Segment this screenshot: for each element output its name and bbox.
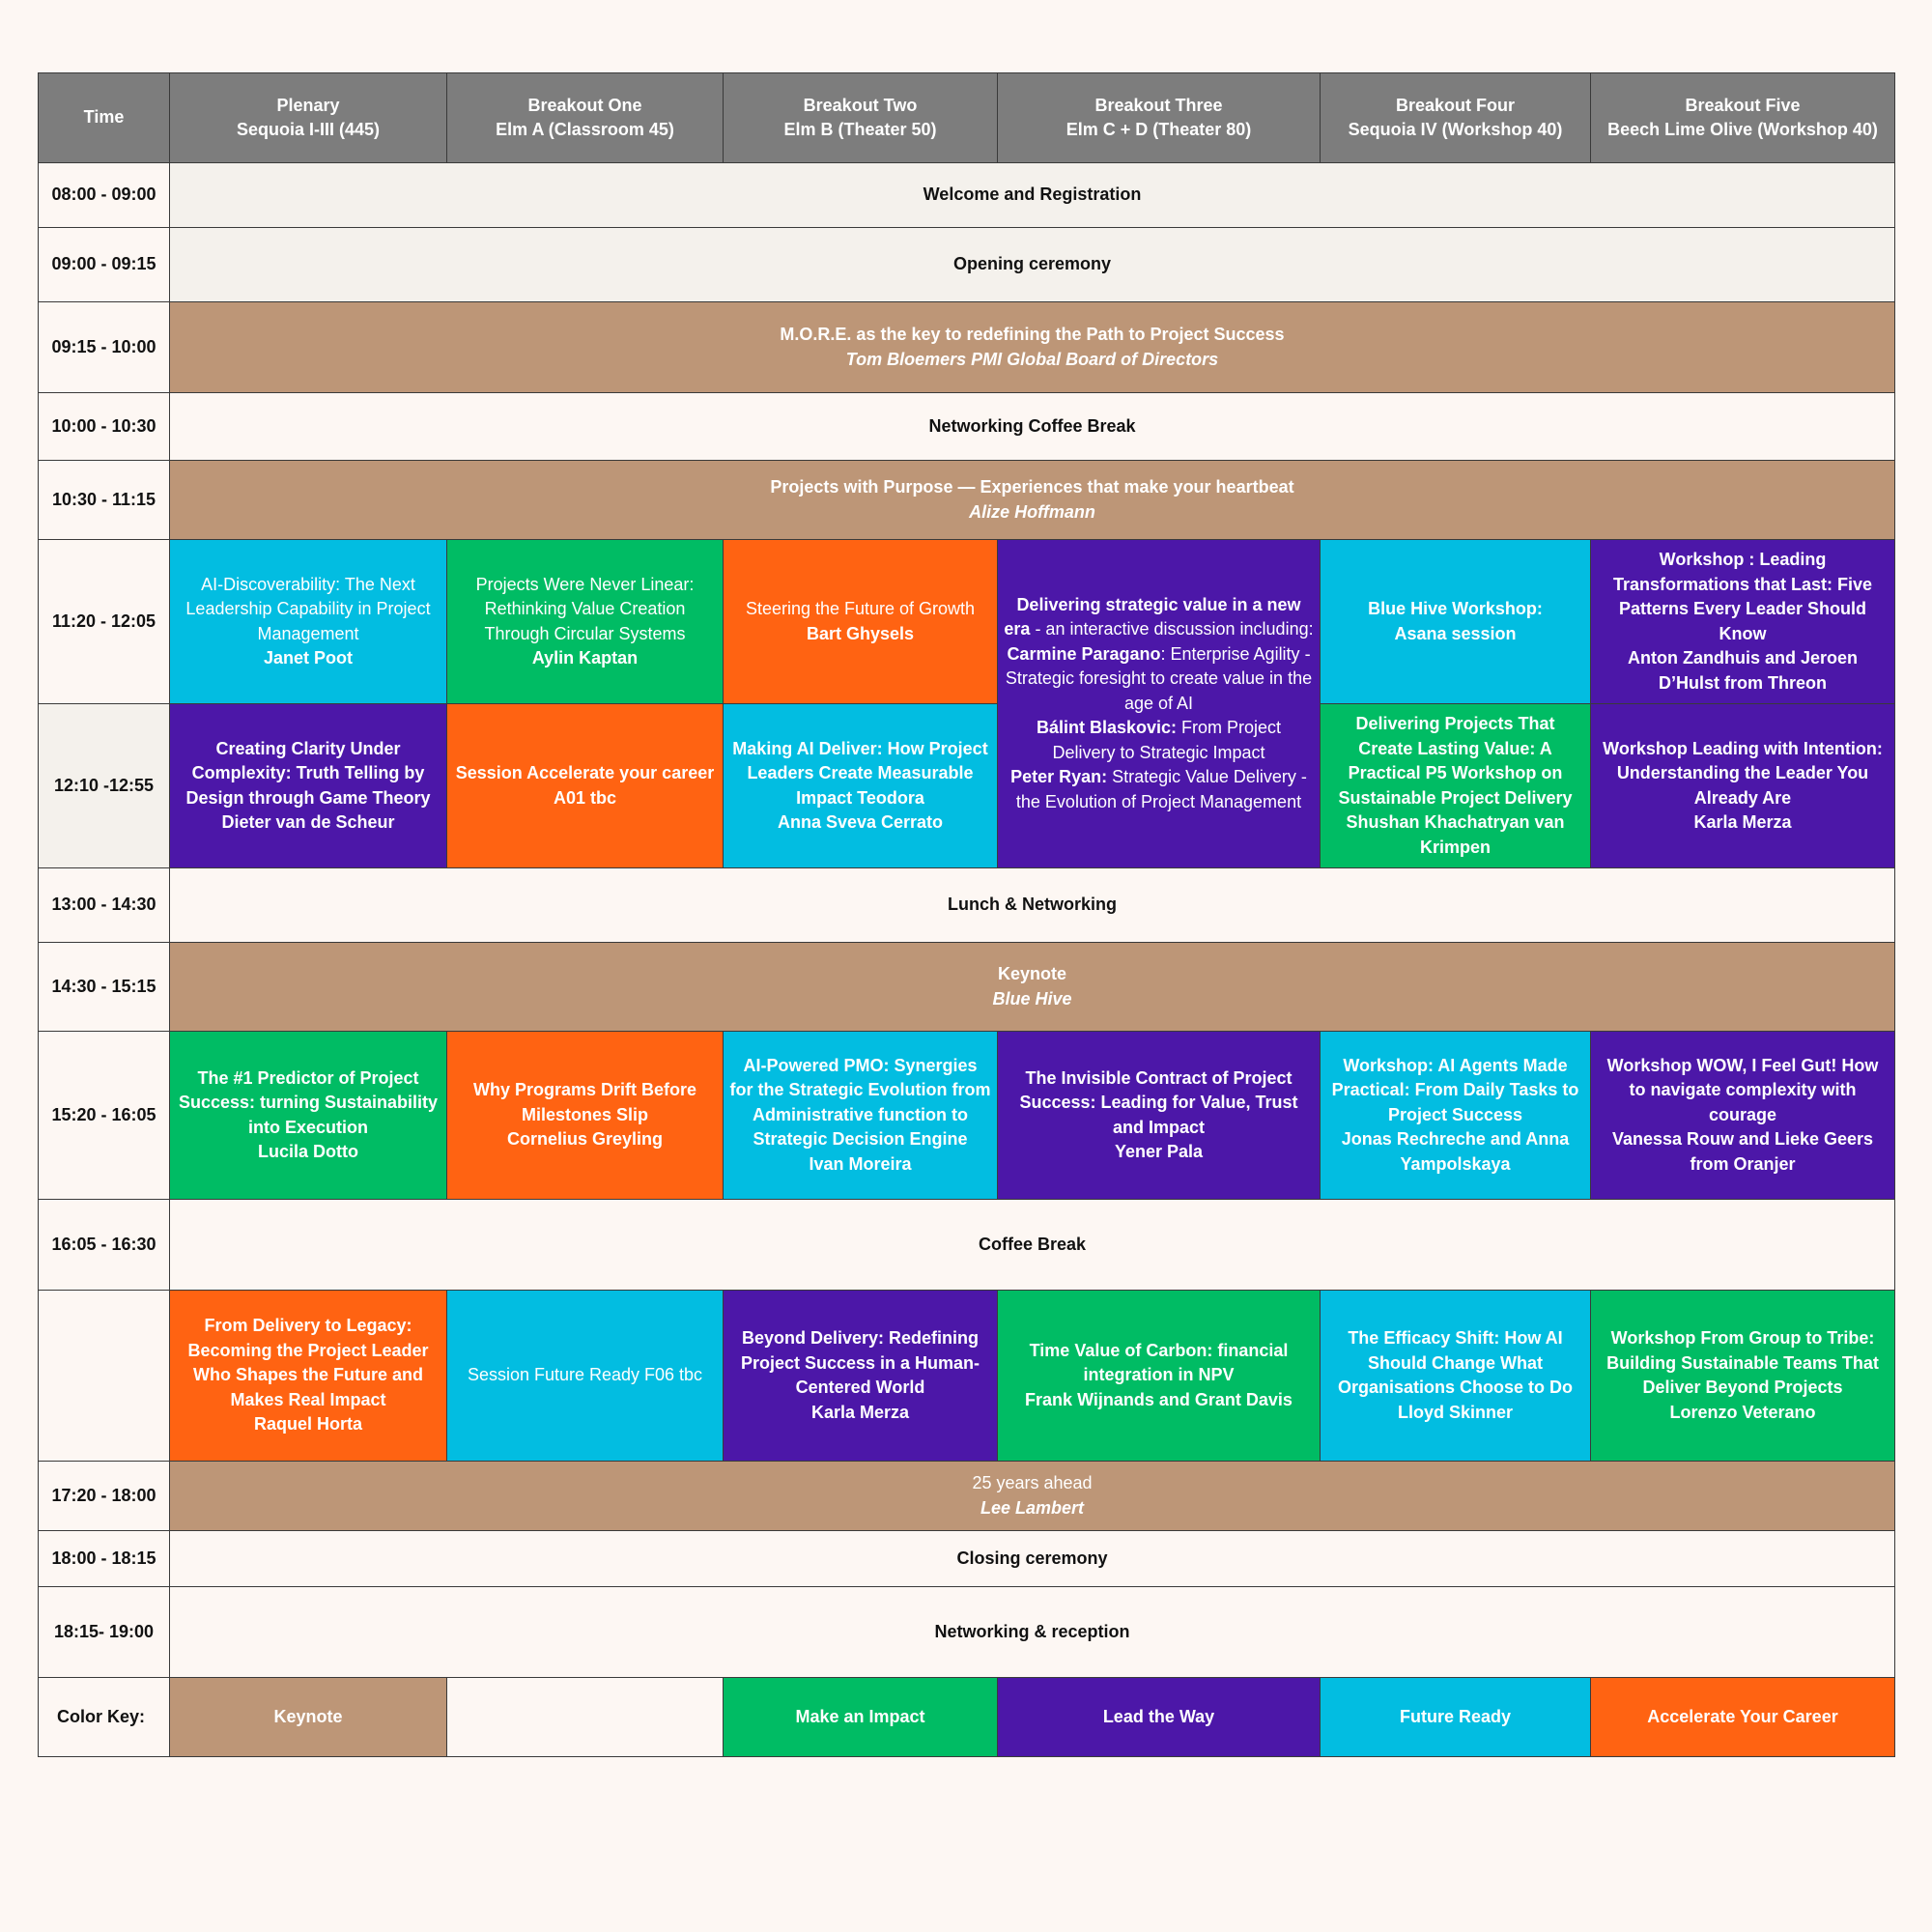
session-card [1591, 1291, 1895, 1462]
keynote-session [170, 302, 1895, 393]
session-title: Session Accelerate your career A01 tbc [455, 763, 715, 808]
schedule-row-closing [39, 1531, 1895, 1587]
schedule-row-keynote-1 [39, 302, 1895, 393]
closing-ceremony-session: Closing ceremony [170, 1531, 1895, 1587]
session-title: Projects with Purpose — Experiences that make your heartbeat [770, 477, 1294, 497]
session-speaker: Dieter van de Scheur [221, 812, 395, 832]
schedule-row-opening [39, 228, 1895, 302]
session-card [1591, 540, 1895, 704]
conference-schedule-table [38, 72, 1895, 1757]
time-cell: 10:00 - 10:30 [39, 393, 170, 461]
schedule-row-keynote-2 [39, 461, 1895, 540]
schedule-row-coffee-2 [39, 1200, 1895, 1291]
welcome-session: Welcome and Registration [170, 163, 1895, 228]
panelist-topic: From Project Delivery to Strategic Impact [1052, 718, 1282, 762]
session-speaker: Cornelius Greyling [506, 1129, 664, 1150]
schedule-row-session-4 [39, 1291, 1895, 1462]
session-title: Workshop From Group to Tribe: Building Sustainable Teams That Deliver Beyond Projects [1606, 1328, 1879, 1397]
header-row [39, 73, 1895, 163]
panelist-name: Bálint Blaskovic: [1036, 718, 1177, 738]
session-title: The Invisible Contract of Project Success: Leading for Value, Trust and Impact [1019, 1067, 1298, 1137]
schedule-row-session-2 [39, 704, 1895, 868]
schedule-row-session-1 [39, 540, 1895, 704]
room-header-breakout-three: Breakout Three Elm C + D (Theater 80) [998, 73, 1321, 163]
session-title: Workshop Leading with Intention: Understanding the Leader You Already Are [1603, 738, 1883, 808]
schedule-row-welcome [39, 163, 1895, 228]
color-key-empty [447, 1678, 724, 1757]
session-title: Workshop WOW, I Feel Gut! How to navigate complexity with courage [1606, 1055, 1879, 1124]
color-key-lead-the-way: Lead the Way [998, 1678, 1321, 1757]
session-speaker: Alize Hoffmann [969, 501, 1095, 522]
session-card [1321, 1291, 1591, 1462]
session-speaker: Ivan Moreira [809, 1153, 912, 1174]
session-card [447, 704, 724, 868]
color-key-make-an-impact: Make an Impact [724, 1678, 998, 1757]
panel-discussion-card [998, 540, 1321, 868]
session-title: Delivering strategic value in a new era [1004, 594, 1301, 639]
session-card [1321, 1032, 1591, 1200]
session-speaker: Frank Wijnands and Grant Davis [1025, 1389, 1293, 1409]
panelist-name: Peter Ryan: [1010, 767, 1108, 787]
opening-ceremony-session: Opening ceremony [170, 228, 1895, 302]
session-speaker: Lee Lambert [980, 1497, 1085, 1518]
lunch-session: Lunch & Networking [170, 868, 1895, 943]
session-card [724, 704, 998, 868]
schedule-row-coffee-1 [39, 393, 1895, 461]
session-speaker: Tom Bloemers PMI Global Board of Directors [845, 349, 1219, 369]
session-title: Beyond Delivery: Redefining Project Success in a Human-Centered World [740, 1328, 980, 1397]
session-card [447, 540, 724, 704]
session-speaker: Anna Sveva Cerrato [777, 812, 944, 832]
session-title: AI-Powered PMO: Synergies for the Strategic Evolution from Administrative function to Strategic Decision Engine [729, 1055, 991, 1150]
session-speaker: Karla Merza [1693, 812, 1792, 832]
session-title: Keynote [997, 964, 1066, 983]
time-cell: 12:10 -12:55 [39, 704, 170, 868]
session-card [724, 1291, 998, 1462]
room-header-breakout-five: Breakout Five Beech Lime Olive (Workshop 40) [1591, 73, 1895, 163]
session-speaker: Janet Poot [263, 648, 353, 668]
session-speaker: Vanessa Rouw and Lieke Geers from Oranjer [1611, 1129, 1874, 1174]
time-cell: 10:30 - 11:15 [39, 461, 170, 540]
session-title: Why Programs Drift Before Milestones Slip [472, 1080, 697, 1124]
session-speaker: Asana session [1394, 623, 1517, 643]
time-cell: 18:00 - 18:15 [39, 1531, 170, 1587]
session-card [447, 1291, 724, 1462]
session-speaker: Shushan Khachatryan van Krimpen [1346, 812, 1565, 857]
room-header-breakout-two: Breakout Two Elm B (Theater 50) [724, 73, 998, 163]
schedule-row-session-3 [39, 1032, 1895, 1200]
session-speaker: Raquel Horta [253, 1414, 363, 1435]
session-card [998, 1032, 1321, 1200]
session-title: 25 years ahead [972, 1473, 1093, 1492]
session-title: The Efficacy Shift: How AI Should Change What Organisations Choose to Do [1337, 1328, 1574, 1397]
session-card [1321, 704, 1591, 868]
keynote-session [170, 943, 1895, 1032]
session-card [998, 1291, 1321, 1462]
keynote-session [170, 1462, 1895, 1531]
session-title: AI-Discoverability: The Next Leadership Capability in Project Management [185, 574, 431, 643]
session-title: Workshop : Leading Transformations that Last: Five Patterns Every Leader Should Know [1612, 550, 1873, 643]
keynote-session [170, 461, 1895, 540]
coffee-break-session: Networking Coffee Break [170, 393, 1895, 461]
room-header-plenary: Plenary Sequoia I-III (445) [170, 73, 447, 163]
session-card [447, 1032, 724, 1200]
time-cell: 09:00 - 09:15 [39, 228, 170, 302]
color-key-accelerate-your-career: Accelerate Your Career [1591, 1678, 1895, 1757]
panelist-topic: Strategic Value Delivery - the Evolution of Project Management [1015, 767, 1307, 811]
session-title-rest: - an interactive discussion including: [1030, 619, 1314, 639]
session-speaker: Lloyd Skinner [1397, 1402, 1514, 1422]
time-cell: 09:15 - 10:00 [39, 302, 170, 393]
schedule-row-lunch [39, 868, 1895, 943]
time-cell: 16:05 - 16:30 [39, 1200, 170, 1291]
session-card [724, 540, 998, 704]
session-card [1321, 540, 1591, 704]
color-key-row [39, 1678, 1895, 1757]
session-title: Making AI Deliver: How Project Leaders Create Measurable Impact Teodora [732, 738, 988, 808]
session-title: Projects Were Never Linear: Rethinking Value Creation Through Circular Systems [475, 574, 695, 643]
session-card [1591, 704, 1895, 868]
color-key-future-ready: Future Ready [1321, 1678, 1591, 1757]
session-speaker: Jonas Rechreche and Anna Yampolskaya [1341, 1129, 1570, 1174]
session-title: The #1 Predictor of Project Success: turning Sustainability into Execution [178, 1067, 439, 1137]
session-card [170, 540, 447, 704]
session-card [724, 1032, 998, 1200]
color-key-keynote: Keynote [170, 1678, 447, 1757]
time-cell: 13:00 - 14:30 [39, 868, 170, 943]
panelist-name: Carmine Paragano [1007, 643, 1161, 664]
session-speaker: Lucila Dotto [258, 1142, 358, 1161]
time-cell: 08:00 - 09:00 [39, 163, 170, 228]
time-cell [39, 1291, 170, 1462]
session-title: Blue Hive Workshop: [1368, 599, 1543, 618]
room-header-breakout-four: Breakout Four Sequoia IV (Workshop 40) [1321, 73, 1591, 163]
session-title: Steering the Future of Growth [745, 599, 976, 618]
time-header: Time [39, 73, 170, 163]
session-title: Delivering Projects That Create Lasting Value: A Practical P5 Workshop on Sustainable Project Delivery [1338, 714, 1573, 808]
session-card [170, 1291, 447, 1462]
reception-session: Networking & reception [170, 1587, 1895, 1678]
time-cell: 15:20 - 16:05 [39, 1032, 170, 1200]
coffee-break-session: Coffee Break [170, 1200, 1895, 1291]
time-cell: 14:30 - 15:15 [39, 943, 170, 1032]
session-speaker: Blue Hive [992, 988, 1072, 1009]
schedule-row-keynote-3 [39, 943, 1895, 1032]
session-speaker: Anton Zandhuis and Jeroen D’Hulst from Threon [1627, 648, 1858, 693]
session-title: Time Value of Carbon: financial integration in NPV [1029, 1340, 1289, 1385]
schedule-row-keynote-4 [39, 1462, 1895, 1531]
session-speaker: Aylin Kaptan [531, 648, 639, 668]
session-card [1591, 1032, 1895, 1200]
time-cell: 18:15- 19:00 [39, 1587, 170, 1678]
color-key-label: Color Key: [39, 1678, 170, 1757]
session-speaker: Karla Merza [810, 1402, 910, 1422]
session-speaker: Bart Ghysels [806, 623, 915, 643]
session-title: Session Future Ready F06 tbc [467, 1365, 703, 1385]
session-title: Creating Clarity Under Complexity: Truth Telling by Design through Game Theory [185, 738, 431, 808]
room-header-breakout-one: Breakout One Elm A (Classroom 45) [447, 73, 724, 163]
panelist-topic: : Enterprise Agility - Strategic foresight to create value in the age of AI [1005, 643, 1313, 713]
session-speaker: Yener Pala [1114, 1142, 1204, 1161]
time-cell: 11:20 - 12:05 [39, 540, 170, 704]
session-card [170, 1032, 447, 1200]
session-title: From Delivery to Legacy: Becoming the Project Leader Who Shapes the Future and Makes Real Impact [187, 1316, 429, 1409]
time-cell: 17:20 - 18:00 [39, 1462, 170, 1531]
session-title: M.O.R.E. as the key to redefining the Path to Project Success [780, 325, 1285, 344]
session-title: Workshop: AI Agents Made Practical: From Daily Tasks to Project Success [1331, 1055, 1579, 1124]
schedule-row-reception [39, 1587, 1895, 1678]
session-speaker: Lorenzo Veterano [1669, 1402, 1816, 1422]
session-card [170, 704, 447, 868]
